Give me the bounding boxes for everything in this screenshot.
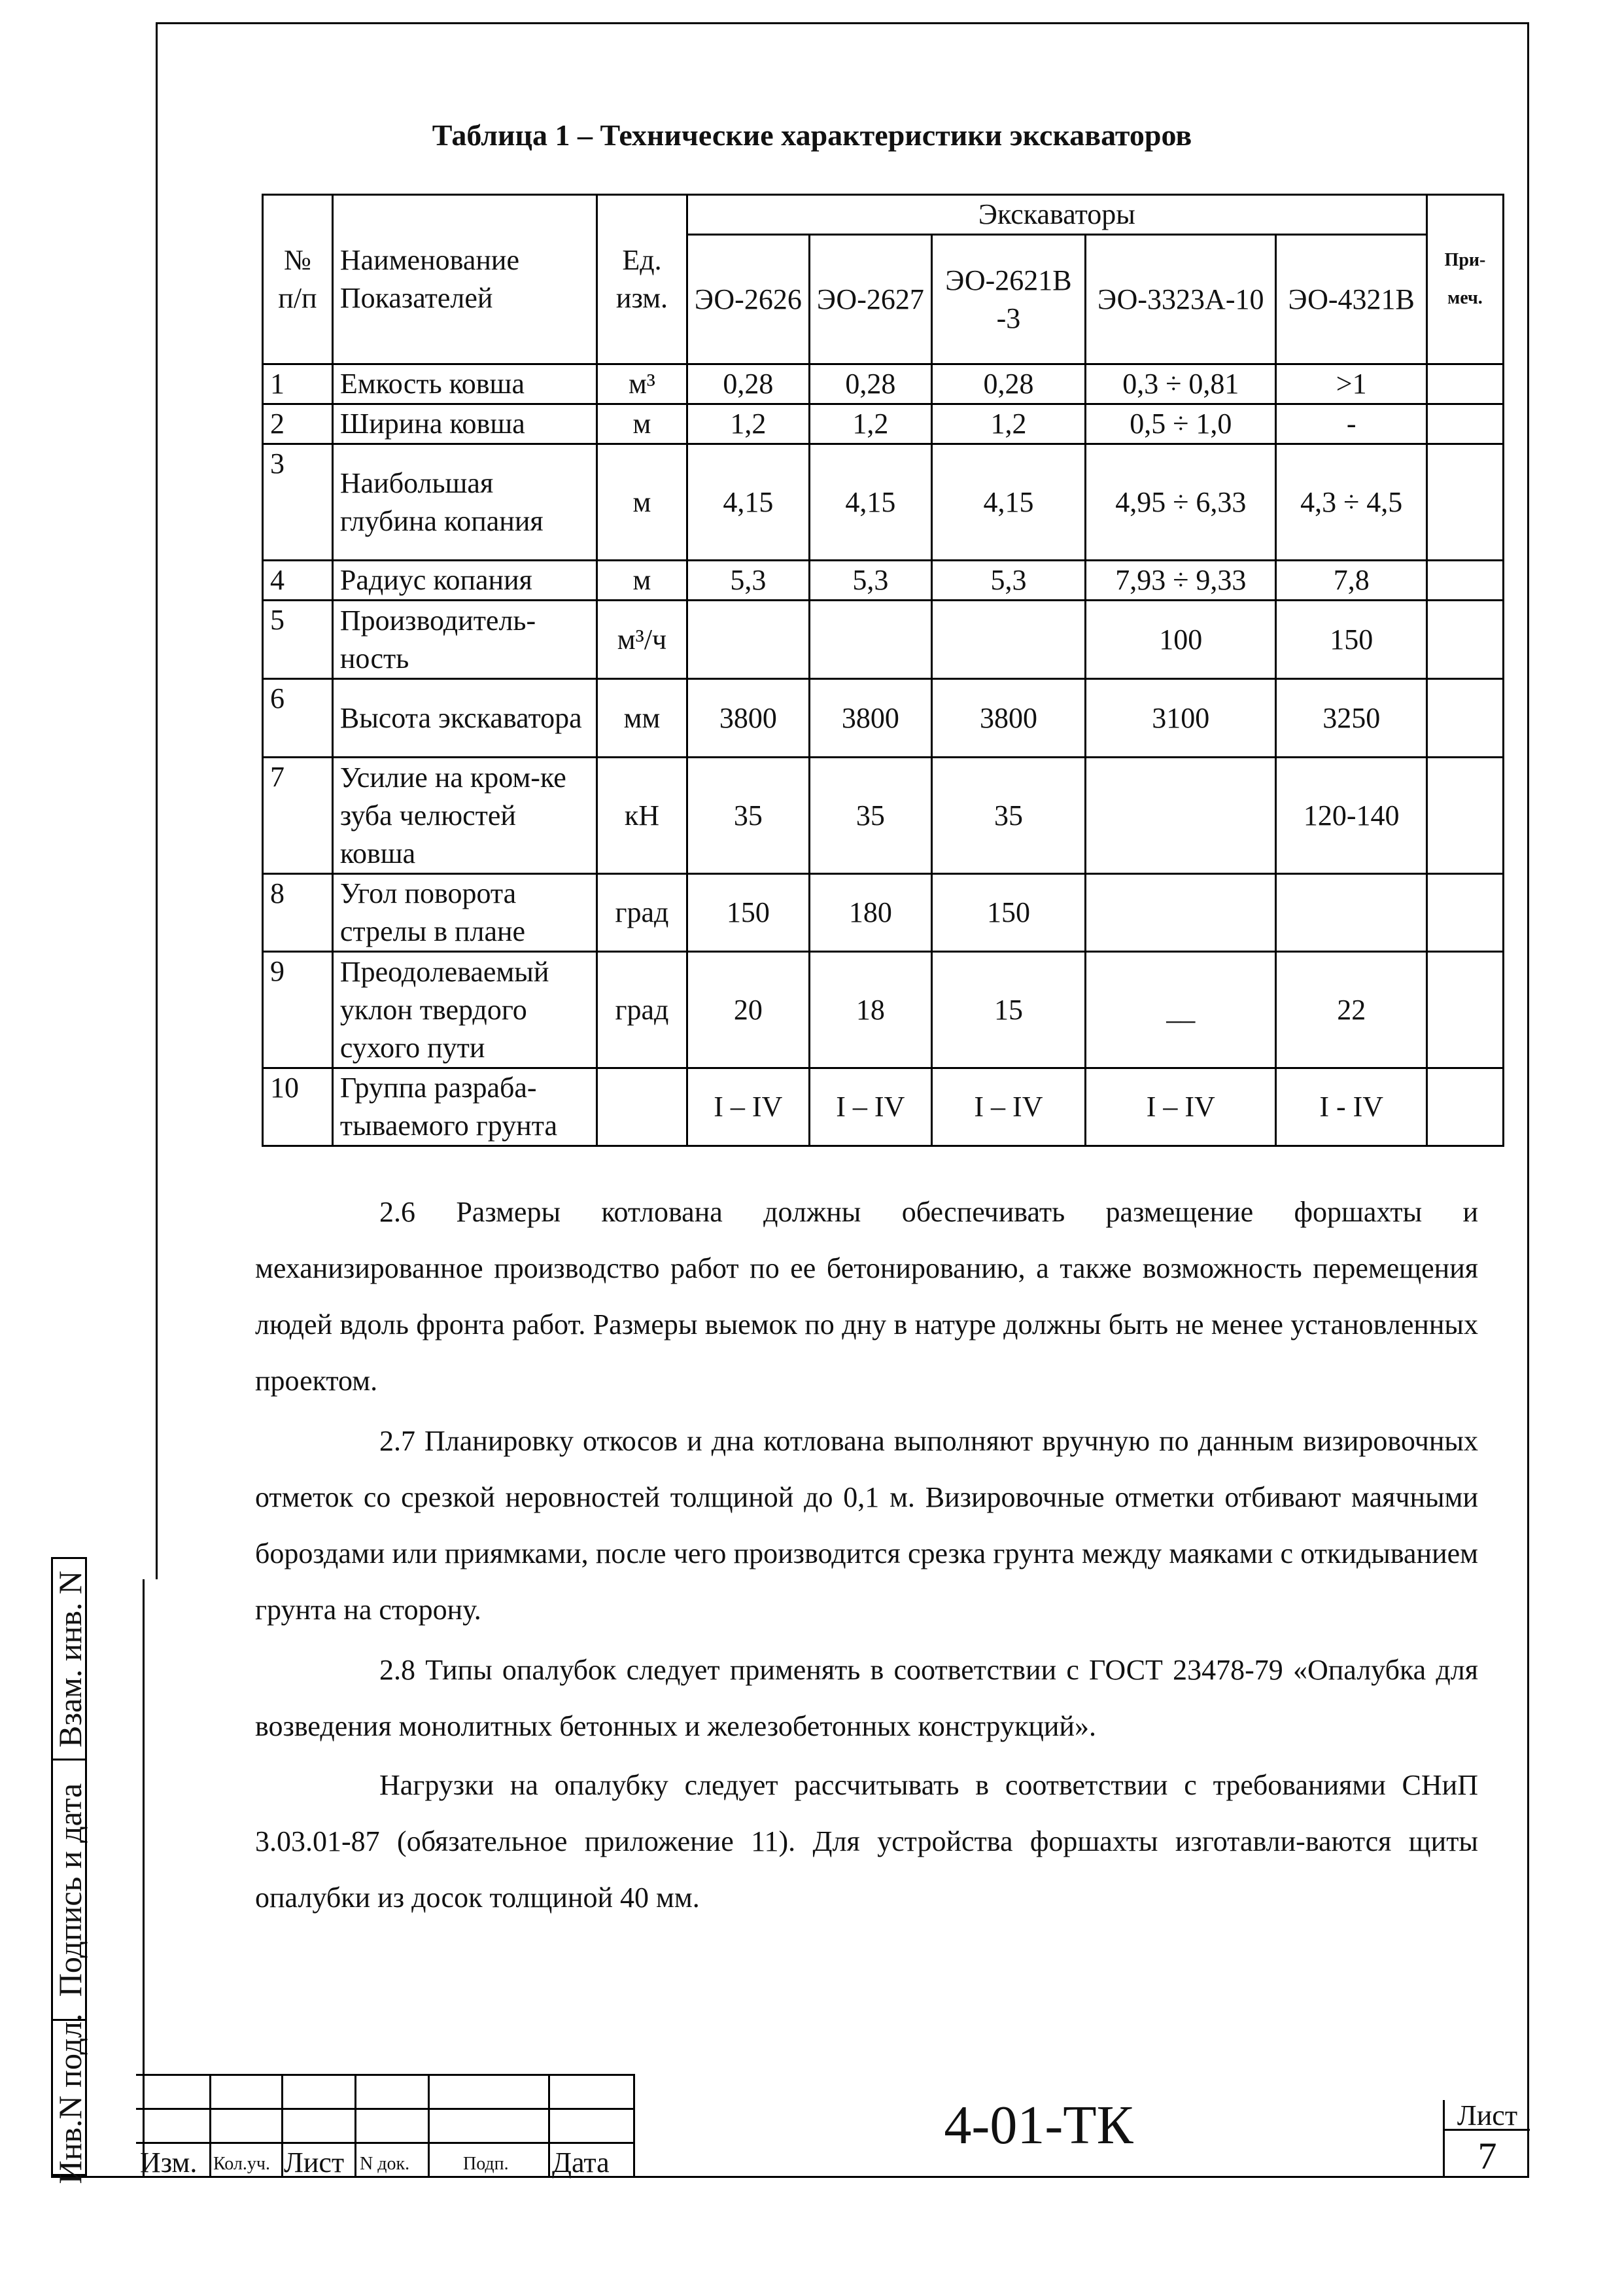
cell-note: [1426, 874, 1503, 952]
tb-label-data: Дата: [552, 2146, 610, 2179]
cell-value: 5,3: [931, 561, 1085, 601]
table-row: [263, 444, 1504, 561]
cell-note: [1426, 758, 1503, 874]
cell-name: Преодолеваемый уклон твердого сухого пути: [332, 952, 596, 1068]
cell-note: [1426, 1068, 1503, 1146]
header-num: № п/п: [263, 195, 333, 364]
cell-value: 4,15: [809, 444, 931, 561]
sheet-box: [1443, 2100, 1528, 2176]
tb-line: [281, 2074, 283, 2176]
cell-unit: град: [597, 952, 687, 1068]
header-note: При-меч.: [1426, 195, 1503, 364]
cell-value: 5,3: [809, 561, 931, 601]
cell-note: [1426, 952, 1503, 1068]
tb-label-koluch: Кол.уч.: [213, 2154, 270, 2174]
cell-name: Емкость ковша: [332, 364, 596, 404]
cell-unit: м: [597, 404, 687, 444]
cell-num: 9: [263, 952, 333, 1068]
sheet-number: 7: [1477, 2135, 1497, 2177]
cell-unit: м³/ч: [597, 601, 687, 679]
binding-strip: [51, 1557, 88, 2184]
cell-value: 35: [809, 758, 931, 874]
cell-name: Усилие на кром-ке зуба челюстей ковша: [332, 758, 596, 874]
cell-value: 0,28: [809, 364, 931, 404]
cell-num: 2: [263, 404, 333, 444]
cell-value: [1086, 758, 1276, 874]
document-code: 4-01-ТК: [944, 2095, 1133, 2156]
cell-num: 3: [263, 444, 333, 561]
cell-value: 3800: [931, 679, 1085, 758]
cell-value: 150: [931, 874, 1085, 952]
header-model: ЭО-2627: [809, 235, 931, 364]
table-row: [263, 758, 1504, 874]
cell-value: 15: [931, 952, 1085, 1068]
cell-unit: град: [597, 874, 687, 952]
excavator-spec-table: [262, 194, 1504, 1147]
cell-value: I – IV: [687, 1068, 809, 1146]
cell-unit: мм: [597, 679, 687, 758]
tb-label-podp: Подп.: [463, 2154, 509, 2174]
cell-value: 4,95 ÷ 6,33: [1086, 444, 1276, 561]
cell-value: 20: [687, 952, 809, 1068]
cell-note: [1426, 679, 1503, 758]
table-row: [263, 679, 1504, 758]
cell-value: 3100: [1086, 679, 1276, 758]
cell-num: 8: [263, 874, 333, 952]
cell-num: 6: [263, 679, 333, 758]
cell-value: 180: [809, 874, 931, 952]
cell-value: [1276, 874, 1426, 952]
cell-value: 0,3 ÷ 0,81: [1086, 364, 1276, 404]
header-model: ЭО-2621В -3: [931, 235, 1085, 364]
cell-value: 1,2: [809, 404, 931, 444]
cell-note: [1426, 444, 1503, 561]
header-model: ЭО-2626: [687, 235, 809, 364]
tb-label-list: Лист: [284, 2146, 345, 2179]
cell-note: [1426, 404, 1503, 444]
tb-label-ndok: N док.: [360, 2154, 410, 2174]
cell-value: 4,15: [687, 444, 809, 561]
tb-line: [548, 2074, 550, 2176]
table-row: [263, 364, 1504, 404]
cell-num: 7: [263, 758, 333, 874]
cell-value: 0,28: [687, 364, 809, 404]
table-title: Таблица 1 – Технические характеристики экскаваторов: [432, 118, 1192, 152]
cell-value: __: [1086, 952, 1276, 1068]
cell-unit: м³: [597, 364, 687, 404]
cell-num: 1: [263, 364, 333, 404]
cell-name: Группа разраба-тываемого грунта: [332, 1068, 596, 1146]
cell-num: 10: [263, 1068, 333, 1146]
table-row: [263, 952, 1504, 1068]
cell-num: 4: [263, 561, 333, 601]
cell-value: 7,93 ÷ 9,33: [1086, 561, 1276, 601]
cell-note: [1426, 601, 1503, 679]
strip-cell-podpis: [53, 1761, 87, 2021]
cell-value: I – IV: [1086, 1068, 1276, 1146]
cell-value: 18: [809, 952, 931, 1068]
frame-bottom-border: [51, 2176, 1529, 2178]
cell-value: 35: [687, 758, 809, 874]
table-row: [263, 601, 1504, 679]
cell-value: 5,3: [687, 561, 809, 601]
paragraph-2-8: 2.8 Типы опалубок следует применять в соответствии с ГОСТ 23478-79 «Опалубка для возведения монолитных бетонных и железобетонных конструкций».: [255, 1654, 1478, 1742]
cell-value: I – IV: [809, 1068, 931, 1146]
title-block-grid: [136, 2074, 633, 2179]
cell-value: 150: [1276, 601, 1426, 679]
paragraph-loads: Нагрузки на опалубку следует рассчитывать в соответствии с требованиями СНиП 3.03.01-87 (обязательное приложение 11). Для устройства форшахты изготавли-ваются щиты опалубки из досок толщиной 40 мм.: [255, 1769, 1478, 1914]
strip-label-podpis: Подпись и дата: [52, 1783, 88, 1997]
strip-label-vzam: Взам. инв. N: [52, 1570, 88, 1747]
cell-value: I - IV: [1276, 1068, 1426, 1146]
cell-note: [1426, 364, 1503, 404]
cell-name: Угол поворота стрелы в плане: [332, 874, 596, 952]
header-model: ЭО-3323А-10: [1086, 235, 1276, 364]
table-row: [263, 404, 1504, 444]
strip-label-inv: Инв.N подл.: [52, 2013, 88, 2184]
table-header-row-1: [263, 195, 1504, 235]
binding-strip-column: [85, 1557, 143, 2176]
cell-value: 120-140: [1276, 758, 1426, 874]
cell-value: [687, 601, 809, 679]
table-row: [263, 561, 1504, 601]
cell-value: 7,8: [1276, 561, 1426, 601]
cell-value: 3800: [809, 679, 931, 758]
header-model: ЭО-4321В: [1276, 235, 1426, 364]
cell-value: 4,15: [931, 444, 1085, 561]
table-row: [263, 874, 1504, 952]
frame-left-border: [156, 22, 158, 1579]
cell-value: -: [1276, 404, 1426, 444]
cell-value: 1,2: [687, 404, 809, 444]
cell-value: 3250: [1276, 679, 1426, 758]
cell-name: Высота экскаватора: [332, 679, 596, 758]
paragraph-2-7: 2.7 Планировку откосов и дна котлована выполняют вручную по данным визировочных отметок со срезкой неровностей толщиной до 0,1 м. Визировочные отметки отбивают маячными бороздами или приямками, после чего производится срезка грунта между маяками с откидыванием грунта на сторону.: [255, 1425, 1478, 1626]
cell-value: I – IV: [931, 1068, 1085, 1146]
header-unit: Ед. изм.: [597, 195, 687, 364]
cell-value: 22: [1276, 952, 1426, 1068]
cell-value: [809, 601, 931, 679]
cell-value: 35: [931, 758, 1085, 874]
cell-name: Радиус копания: [332, 561, 596, 601]
cell-value: 100: [1086, 601, 1276, 679]
cell-value: 4,3 ÷ 4,5: [1276, 444, 1426, 561]
cell-value: [931, 601, 1085, 679]
cell-value: [1086, 874, 1276, 952]
frame-right-border: [1527, 22, 1529, 2176]
cell-value: 3800: [687, 679, 809, 758]
tb-label-izm: Изм.: [140, 2146, 198, 2179]
tb-line: [428, 2074, 430, 2176]
strip-cell-inv: [52, 2013, 88, 2184]
cell-name: Производитель-ность: [332, 601, 596, 679]
tb-line: [354, 2074, 356, 2176]
cell-value: >1: [1276, 364, 1426, 404]
cell-value: 0,28: [931, 364, 1085, 404]
cell-unit: м: [597, 444, 687, 561]
cell-num: 5: [263, 601, 333, 679]
cell-note: [1426, 561, 1503, 601]
cell-unit: [597, 1068, 687, 1146]
frame-top-border: [156, 22, 1528, 24]
tb-line: [209, 2074, 211, 2176]
header-group: Экскаваторы: [687, 195, 1426, 235]
table-row: [263, 1068, 1504, 1146]
cell-name: Ширина ковша: [332, 404, 596, 444]
sheet-divider: [1445, 2129, 1530, 2131]
strip-cell-vzam: [53, 1559, 87, 1761]
cell-unit: м: [597, 561, 687, 601]
sheet-label: Лист: [1457, 2099, 1518, 2131]
cell-value: 1,2: [931, 404, 1085, 444]
cell-value: 0,5 ÷ 1,0: [1086, 404, 1276, 444]
cell-unit: кН: [597, 758, 687, 874]
paragraph-2-6: 2.6 Размеры котлована должны обеспечивать размещение форшахты и механизированное производство работ по ее бетонированию, а также возможность перемещения людей вдоль фронта работ. Размеры выемок по дну в натуре должны быть не менее установленных проектом.: [255, 1196, 1478, 1397]
cell-value: 150: [687, 874, 809, 952]
cell-name: Наибольшая глубина копания: [332, 444, 596, 561]
header-name: Наименование Показателей: [332, 195, 596, 364]
